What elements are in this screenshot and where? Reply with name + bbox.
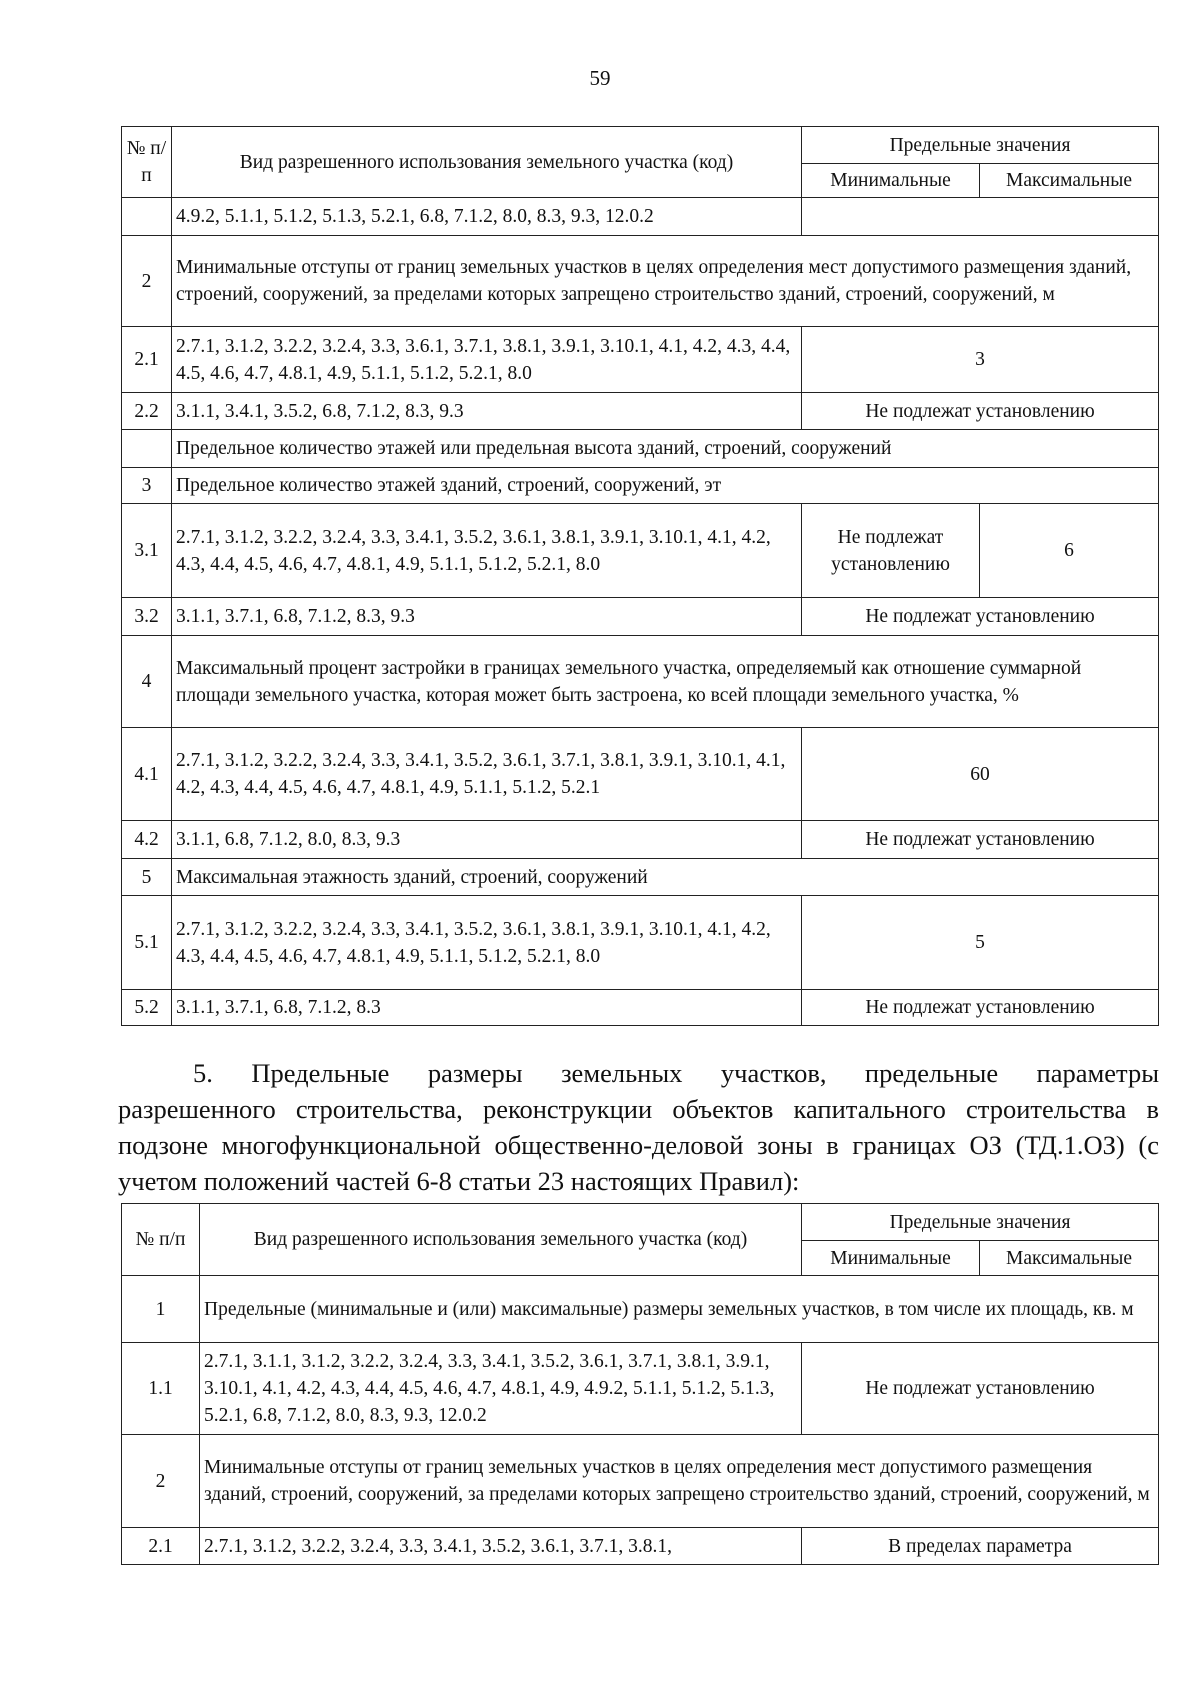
table-row <box>122 821 1159 859</box>
table-row <box>122 1276 1159 1343</box>
table-row <box>122 598 1159 636</box>
row-num: 4.2 <box>122 821 172 859</box>
row-value: 5 <box>802 896 1159 990</box>
row-value <box>802 198 1159 236</box>
row-num: 2.2 <box>122 393 172 430</box>
table-row <box>122 327 1159 393</box>
row-num: 2.1 <box>122 327 172 393</box>
row-max-value: 6 <box>980 504 1159 598</box>
row-min-value: Не подлежат установлению <box>802 504 980 598</box>
header-limits: Предельные значения <box>802 127 1159 164</box>
header-max: Максимальные <box>980 1241 1159 1276</box>
row-value: Не подлежат установлению <box>802 393 1159 430</box>
row-heading: Максимальная этажность зданий, строений, сооружений <box>172 859 1159 896</box>
table-row <box>122 198 1159 236</box>
paragraph-body: разрешенного строительства, реконструкции объектов капитального строительства в подзоне многофункциональной общественно-деловой зоны в границах ОЗ (ТД.1.ОЗ) (с учетом положений частей 6-8 статьи 23 настоящих Правил): <box>118 1094 1159 1196</box>
table-row <box>122 1435 1159 1528</box>
header-min: Минимальные <box>802 164 980 198</box>
table-row <box>122 859 1159 896</box>
header-num: № п/п <box>122 1204 200 1276</box>
row-num: 1.1 <box>122 1343 200 1435</box>
header-kind: Вид разрешенного использования земельного участка (код) <box>172 127 802 198</box>
table-row <box>122 896 1159 990</box>
table-row <box>122 393 1159 430</box>
row-codes: 2.7.1, 3.1.2, 3.2.2, 3.2.4, 3.3, 3.4.1, 3.5.2, 3.6.1, 3.8.1, 3.9.1, 3.10.1, 4.1, 4.2, 4.3, 4.4, 4.5, 4.6, 4.7, 4.8.1, 4.9, 5.1.1, 5.1.2, 5.2.1, 8.0 <box>172 896 802 990</box>
row-value: Не подлежат установлению <box>802 1343 1159 1435</box>
header-kind: Вид разрешенного использования земельного участка (код) <box>200 1204 802 1276</box>
row-num: 3.2 <box>122 598 172 636</box>
row-num: 4.1 <box>122 728 172 821</box>
table-row <box>122 636 1159 728</box>
row-codes: 3.1.1, 3.7.1, 6.8, 7.1.2, 8.3 <box>172 990 802 1026</box>
table-row <box>122 728 1159 821</box>
row-num: 1 <box>122 1276 200 1343</box>
table-row <box>122 990 1159 1026</box>
parameters-table-1 <box>121 126 1159 1026</box>
row-codes: 2.7.1, 3.1.2, 3.2.2, 3.2.4, 3.3, 3.4.1, 3.5.2, 3.6.1, 3.7.1, 3.8.1, 3.9.1, 3.10.1, 4.1, 4.2, 4.3, 4.4, 4.5, 4.6, 4.7, 4.8.1, 4.9, 5.1.1, 5.1.2, 5.2.1 <box>172 728 802 821</box>
row-num <box>122 430 172 468</box>
table-row <box>122 430 1159 468</box>
page-number: 59 <box>589 66 611 90</box>
table-row <box>122 236 1159 327</box>
row-codes: 2.7.1, 3.1.2, 3.2.2, 3.2.4, 3.3, 3.4.1, 3.5.2, 3.6.1, 3.7.1, 3.8.1, <box>200 1528 802 1565</box>
row-value: Не подлежат установлению <box>802 598 1159 636</box>
row-num: 5 <box>122 859 172 896</box>
row-num: 2 <box>122 1435 200 1528</box>
row-num: 3.1 <box>122 504 172 598</box>
row-num: 4 <box>122 636 172 728</box>
row-value: Не подлежат установлению <box>802 821 1159 859</box>
row-codes: 3.1.1, 3.7.1, 6.8, 7.1.2, 8.3, 9.3 <box>172 598 802 636</box>
row-num: 5.2 <box>122 990 172 1026</box>
header-limits: Предельные значения <box>802 1204 1159 1241</box>
row-value: 3 <box>802 327 1159 393</box>
row-heading: Минимальные отступы от границ земельных участков в целях определения мест допустимого размещения зданий, строений, сооружений, за пределами которых запрещено строительство зданий, строений, сооружений, м <box>172 236 1159 327</box>
table-row <box>122 1528 1159 1565</box>
table-row <box>122 504 1159 598</box>
paragraph-first-line: 5. Предельные размеры земельных участков, предельные параметры <box>193 1058 1159 1088</box>
header-min: Минимальные <box>802 1241 980 1276</box>
section-paragraph <box>118 1055 1159 1199</box>
row-codes: 4.9.2, 5.1.1, 5.1.2, 5.1.3, 5.2.1, 6.8, 7.1.2, 8.0, 8.3, 9.3, 12.0.2 <box>172 198 802 236</box>
row-codes: 2.7.1, 3.1.1, 3.1.2, 3.2.2, 3.2.4, 3.3, 3.4.1, 3.5.2, 3.6.1, 3.7.1, 3.8.1, 3.9.1, 3.10.1, 4.1, 4.2, 4.3, 4.4, 4.5, 4.6, 4.7, 4.8.1, 4.9, 4.9.2, 5.1.1, 5.1.2, 5.1.3, 5.2.1, 6.8, 7.1.2, 8.0, 8.3, 9.3, 12.0.2 <box>200 1343 802 1435</box>
row-codes: 3.1.1, 3.4.1, 3.5.2, 6.8, 7.1.2, 8.3, 9.3 <box>172 393 802 430</box>
table-row <box>122 468 1159 504</box>
row-value: Не подлежат установлению <box>802 990 1159 1026</box>
parameters-table-2 <box>121 1203 1159 1565</box>
row-heading: Предельное количество этажей зданий, строений, сооружений, эт <box>172 468 1159 504</box>
row-codes: 2.7.1, 3.1.2, 3.2.2, 3.2.4, 3.3, 3.6.1, 3.7.1, 3.8.1, 3.9.1, 3.10.1, 4.1, 4.2, 4.3, 4.4, 4.5, 4.6, 4.7, 4.8.1, 4.9, 5.1.1, 5.1.2, 5.2.1, 8.0 <box>172 327 802 393</box>
row-num <box>122 198 172 236</box>
row-value: В пределах параметра <box>802 1528 1159 1565</box>
row-codes: 3.1.1, 6.8, 7.1.2, 8.0, 8.3, 9.3 <box>172 821 802 859</box>
header-max: Максимальные <box>980 164 1159 198</box>
row-heading: Предельное количество этажей или предельная высота зданий, строений, сооружений <box>172 430 1159 468</box>
row-value: 60 <box>802 728 1159 821</box>
table-row <box>122 1343 1159 1435</box>
row-num: 3 <box>122 468 172 504</box>
row-heading: Минимальные отступы от границ земельных участков в целях определения мест допустимого размещения зданий, строений, сооружений, за пределами которых запрещено строительство зданий, строений, сооружений, м <box>200 1435 1159 1528</box>
row-num: 2 <box>122 236 172 327</box>
row-codes: 2.7.1, 3.1.2, 3.2.2, 3.2.4, 3.3, 3.4.1, 3.5.2, 3.6.1, 3.8.1, 3.9.1, 3.10.1, 4.1, 4.2, 4.3, 4.4, 4.5, 4.6, 4.7, 4.8.1, 4.9, 5.1.1, 5.1.2, 5.2.1, 8.0 <box>172 504 802 598</box>
row-heading: Предельные (минимальные и (или) максимальные) размеры земельных участков, в том числе их площадь, кв. м <box>200 1276 1159 1343</box>
header-num: № п/п <box>122 127 172 198</box>
row-num: 5.1 <box>122 896 172 990</box>
row-heading: Максимальный процент застройки в границах земельного участка, определяемый как отношение суммарной площади земельного участка, которая может быть застроена, ко всей площади земельного участка, % <box>172 636 1159 728</box>
row-num: 2.1 <box>122 1528 200 1565</box>
